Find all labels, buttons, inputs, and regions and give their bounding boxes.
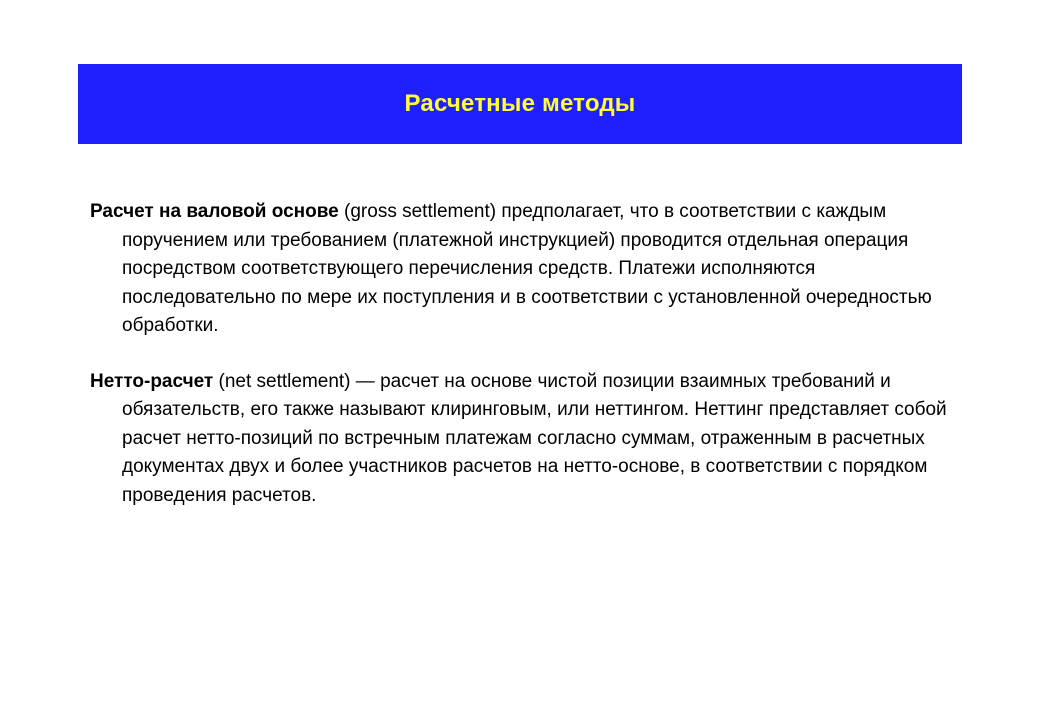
page-title: Расчетные методы (404, 90, 636, 117)
term-net-settlement: Нетто-расчет (90, 370, 214, 392)
paragraph-gross-settlement (90, 198, 970, 341)
term-gross-settlement: Расчет на валовой основе (90, 201, 339, 222)
definition-gross-settlement: (gross settlement) предполагает, что в соответствии с каждым поручением или требованием (платежной инструкцией) проводится отдельная операция посредством соответствующего перечисления средств. Платежи исполняются последовательно по мере их поступления и в соответствии с установленной очередностью обработки. (122, 201, 932, 336)
paragraph-net-settlement (90, 368, 970, 511)
slide-body (90, 198, 970, 510)
definition-net-settlement: (net settlement) — расчет на основе чистой позиции взаимных требований и обязательств, его также называют клиринговым, или неттингом. Неттинг представляет собой расчет нетто-позиций по встречным платежам согласно суммам, отраженным в расчетных документах двух и более участников расчетов на нетто-основе, в соответствии с порядком проведения расчетов. (122, 370, 947, 506)
title-bar (78, 64, 962, 144)
